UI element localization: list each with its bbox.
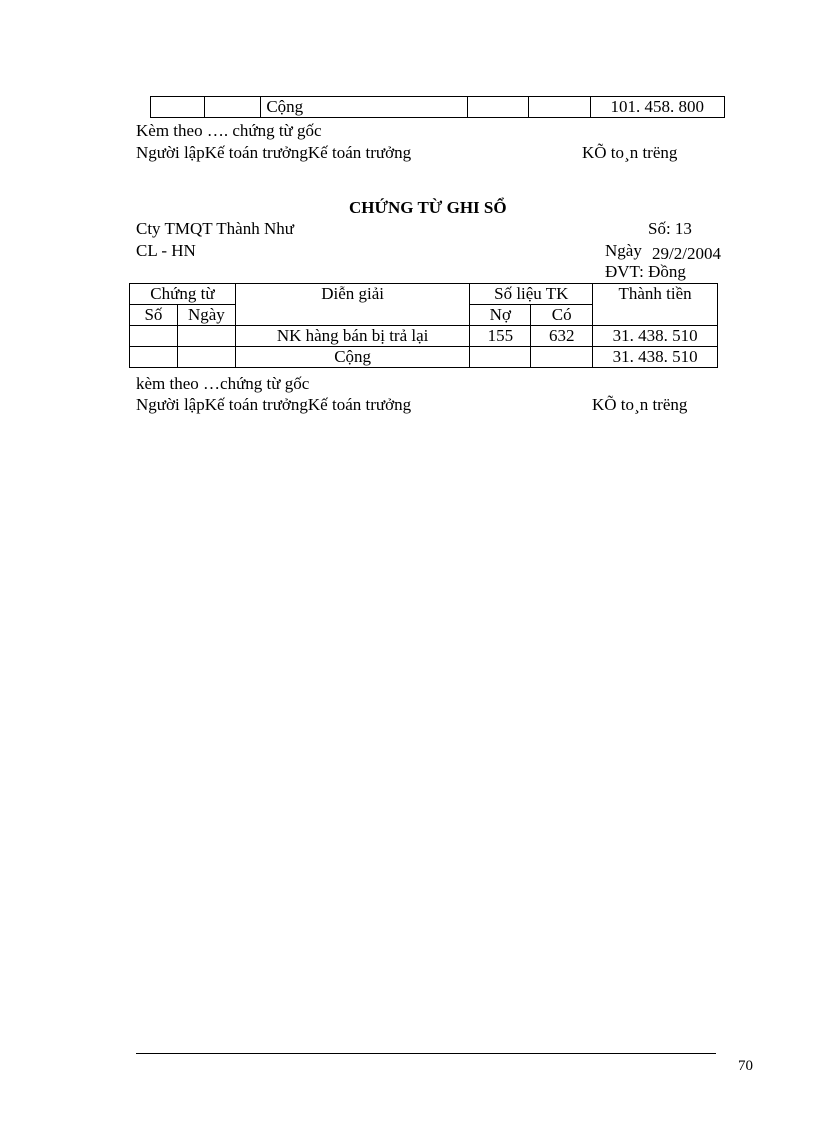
empty-cell [528, 97, 590, 118]
voucher-signers-right: KÕ to¸n trëng [592, 395, 688, 414]
voucher-signers-left: Người lậpKế toán trưởngKế toán trưởng [136, 395, 412, 414]
header-amount: Thành tiền [593, 284, 718, 326]
voucher-title: CHỨNG TỪ GHI SỔ [349, 198, 507, 217]
header-row [130, 284, 718, 305]
header-account: Số liệu TK [470, 284, 593, 305]
empty-cell [531, 347, 593, 368]
table-row [130, 326, 718, 347]
footer-rule [136, 1053, 716, 1054]
total-amount: 101. 458. 800 [590, 97, 724, 118]
date-value: 29/2/2004 [652, 244, 721, 263]
empty-cell [177, 347, 235, 368]
total-label: Cộng [235, 347, 470, 368]
row-description: NK hàng bán bị trả lại [235, 326, 470, 347]
header-voucher: Chứng từ [130, 284, 236, 305]
header-description: Diễn giải [235, 284, 470, 326]
date-label: Ngày [605, 241, 642, 260]
row-credit: 632 [531, 326, 593, 347]
empty-cell [151, 97, 205, 118]
table-row [151, 97, 725, 118]
signers-right: KÕ to¸n trëng [582, 143, 678, 162]
signers-left: Người lậpKế toán trưởngKế toán trưởng [136, 143, 412, 162]
empty-cell [130, 347, 178, 368]
row-amount: 31. 438. 510 [593, 326, 718, 347]
row-date [177, 326, 235, 347]
header-credit: Có [531, 305, 593, 326]
total-amount: 31. 438. 510 [593, 347, 718, 368]
total-row [130, 347, 718, 368]
page-number: 70 [738, 1058, 753, 1074]
empty-cell [470, 347, 531, 368]
header-number: Số [130, 305, 178, 326]
voucher-attachment-note: kèm theo …chứng từ gốc [136, 374, 310, 393]
top-continuation-table [150, 96, 725, 118]
empty-cell [468, 97, 529, 118]
company-name: Cty TMQT Thành Như [136, 219, 294, 238]
total-label: Cộng [261, 97, 468, 118]
header-debit: Nợ [470, 305, 531, 326]
voucher-table [129, 283, 718, 368]
row-debit: 155 [470, 326, 531, 347]
header-date: Ngày [177, 305, 235, 326]
voucher-number: Số: 13 [648, 219, 692, 238]
row-number [130, 326, 178, 347]
attachment-note: Kèm theo …. chứng từ gốc [136, 121, 322, 140]
empty-cell [204, 97, 261, 118]
unit-label: ĐVT: Đồng [605, 262, 686, 281]
branch-code: CL - HN [136, 241, 196, 260]
